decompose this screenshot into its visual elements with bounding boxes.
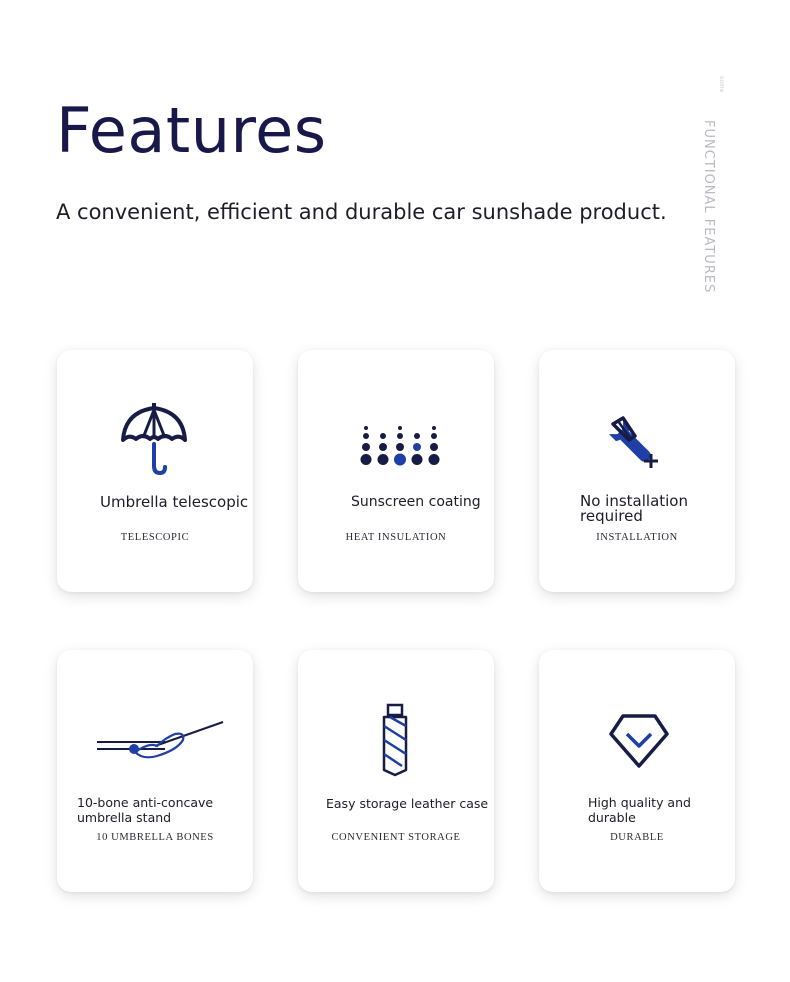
side-small-text: some bbox=[718, 76, 724, 93]
feature-card-durable bbox=[539, 650, 735, 892]
leather-case-icon bbox=[380, 702, 410, 783]
wrench-screwdriver-icon bbox=[609, 416, 667, 477]
diamond-icon bbox=[607, 712, 671, 775]
umbrella-bones-icon bbox=[95, 718, 227, 773]
sunscreen-dots-icon bbox=[358, 424, 442, 473]
feature-label: No installation required bbox=[580, 492, 688, 525]
feature-sub: INSTALLATION bbox=[596, 532, 678, 543]
side-vertical-text: FUNCTIONAL FEATURES bbox=[701, 120, 716, 294]
feature-card-storage bbox=[298, 650, 494, 892]
feature-card-heat-insulation bbox=[298, 350, 494, 592]
feature-label: 10-bone anti-concave umbrella stand bbox=[77, 795, 214, 825]
feature-sub: TELESCOPIC bbox=[120, 532, 190, 543]
page-subtitle: A convenient, efficient and durable car sunshade product. bbox=[56, 200, 667, 224]
umbrella-icon bbox=[119, 402, 189, 483]
feature-sub: CONVENIENT STORAGE bbox=[331, 832, 461, 843]
feature-sub: HEAT INSULATION bbox=[345, 532, 447, 543]
feature-label: Umbrella telescopic bbox=[100, 493, 249, 511]
feature-card-telescopic bbox=[57, 350, 253, 592]
feature-card-umbrella-bones bbox=[57, 650, 253, 892]
feature-label: High quality and durable bbox=[588, 795, 691, 825]
feature-sub: DURABLE bbox=[610, 832, 664, 843]
feature-label: Sunscreen coating bbox=[351, 494, 481, 510]
page-title: Features bbox=[56, 94, 327, 167]
feature-label: Easy storage leather case bbox=[326, 796, 489, 811]
feature-sub: 10 UMBRELLA BONES bbox=[96, 832, 214, 843]
feature-card-installation bbox=[539, 350, 735, 592]
